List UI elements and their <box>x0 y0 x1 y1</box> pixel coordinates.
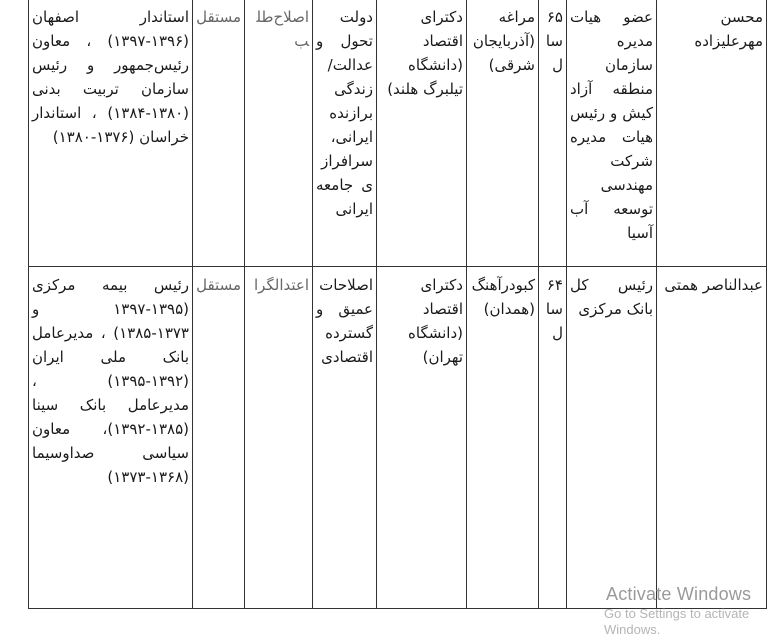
candidate-birthplace: مراغه (آذربایجان شرقی) <box>467 0 539 267</box>
table-row <box>29 0 767 267</box>
candidate-birthplace: کبودرآهنگ (همدان) <box>467 267 539 609</box>
candidate-affiliation: مستقل <box>193 267 245 609</box>
candidate-party: اعتدالگرا <box>245 267 313 609</box>
candidate-name: محسن مهرعلیزاده <box>657 0 767 267</box>
activate-windows-subtext: Go to Settings to activate Windows. <box>604 606 750 637</box>
candidate-name: عبدالناصر همتی <box>657 267 767 609</box>
table-row <box>29 267 767 609</box>
candidate-affiliation: مستقل <box>193 0 245 267</box>
activate-windows-watermark: Activate Windows <box>606 584 752 604</box>
candidate-age: ۶۴ سال <box>539 267 567 609</box>
candidate-slogan: اصلاحات عمیق و گسترده اقتصادی <box>313 267 377 609</box>
candidate-education: دکترای اقتصاد (دانشگاه تیلبرگ هلند) <box>377 0 467 267</box>
candidate-background: استاندار اصفهان (۱۳۹۶-۱۳۹۷) ، معاون رئیس‌جمهور و رئیس سازمان تربیت بدنی (۱۳۸۰-۱۳۸۴) ، استاندار خراسان (۱۳۷۶-۱۳۸۰) <box>29 0 193 267</box>
candidate-party: اصلاح‌طلب <box>245 0 313 267</box>
candidate-background: رئیس بیمه مرکزی (۱۳۹۵-۱۳۹۷ و ۱۳۷۳-۱۳۸۵) ، مدیرعامل بانک ملی ایران (۱۳۹۲-۱۳۹۵) ، مدیرعامل بانک سینا (۱۳۸۵-۱۳۹۲)، معاون سیاسی صداوسیما (۱۳۶۸-۱۳۷۳) <box>29 267 193 609</box>
candidates-table <box>28 0 767 609</box>
candidate-position: رئیس کل بانک مرکزی <box>567 267 657 609</box>
candidate-age: ۶۵ سال <box>539 0 567 267</box>
candidate-education: دکترای اقتصاد (دانشگاه تهران) <box>377 267 467 609</box>
candidate-position: عضو هیات مدیره سازمان منطقه آزاد کیش و رئیس هیات مدیره شرکت مهندسی توسعه آب آسیا <box>567 0 657 267</box>
candidate-slogan: دولت تحول و عدالت/ زندگی برازنده ایرانی، سرافرازی جامعه ایرانی <box>313 0 377 267</box>
